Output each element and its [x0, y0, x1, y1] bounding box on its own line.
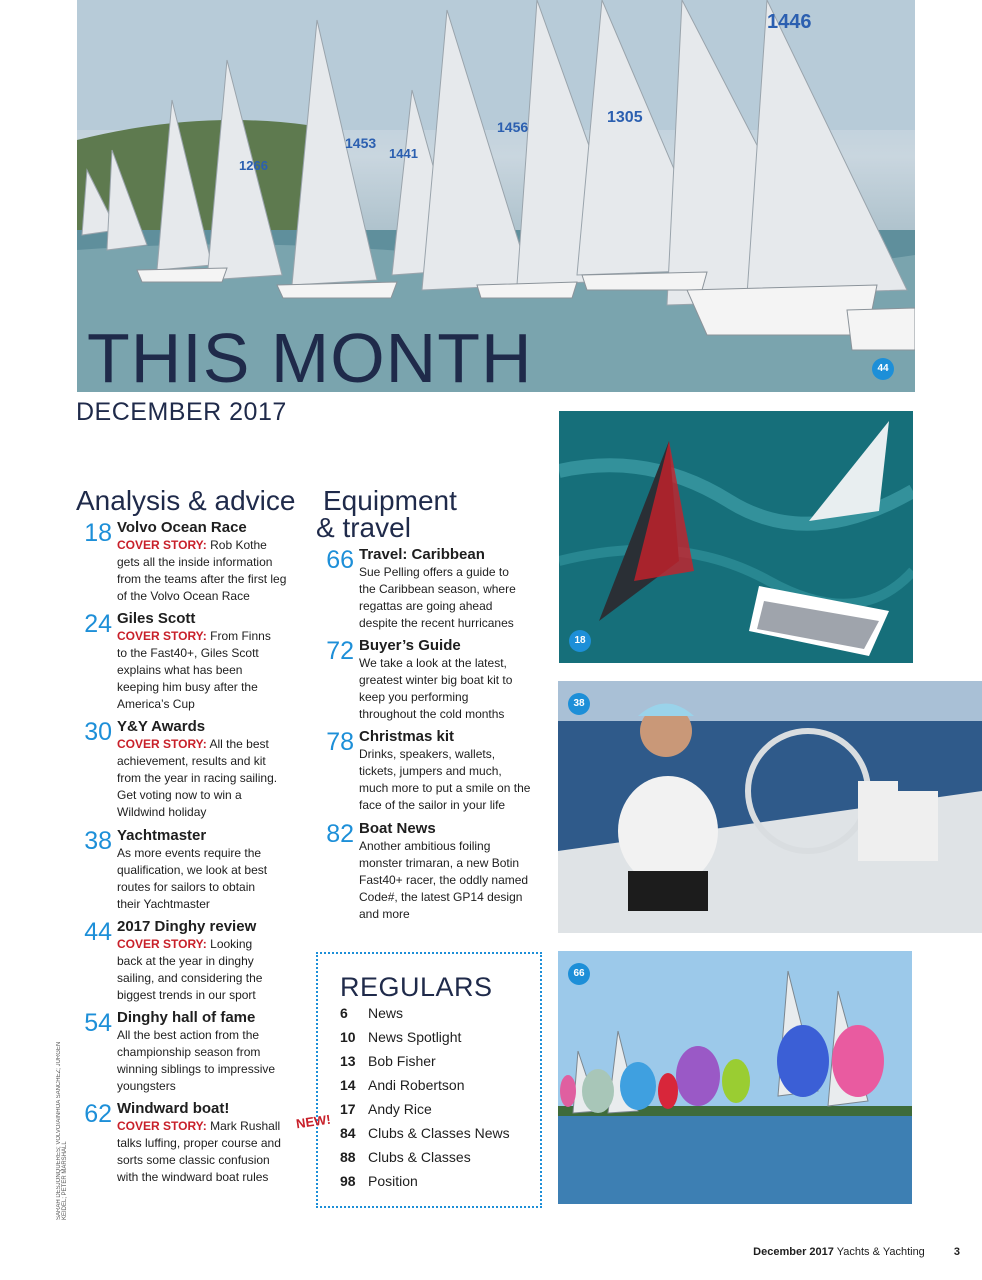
photo-yachtmaster-helm [558, 681, 982, 933]
issue-date: DECEMBER 2017 [76, 398, 287, 426]
page-badge[interactable]: 18 [569, 630, 591, 652]
entry-body [117, 1118, 292, 1186]
regular-item[interactable] [340, 1076, 465, 1094]
regular-item[interactable] [340, 1124, 510, 1142]
section-heading-equipment: Equipment [323, 485, 457, 516]
cover-story-label: COVER STORY: [117, 629, 207, 643]
cover-story-label: COVER STORY: [117, 538, 207, 552]
regular-page-number: 6 [340, 1005, 348, 1021]
entry-page-number[interactable]: 66 [326, 546, 354, 574]
sail-number-1453: 1453 [345, 135, 377, 151]
regular-page-number: 13 [340, 1053, 356, 1069]
regular-label: Position [368, 1173, 418, 1189]
regular-item[interactable] [340, 1172, 418, 1190]
entry-title[interactable]: Y&Y Awards [117, 718, 206, 735]
entry-description: All the best achievement, results and kit from the year in racing sailing. Get voting now to win a Wildwind holiday [117, 737, 278, 819]
entry-description: Looking back at the year in dinghy sailing, and considering the biggest trends in our sport [117, 937, 263, 1002]
cover-story-label: COVER STORY: [117, 737, 207, 751]
entry-page-number[interactable]: 18 [84, 519, 112, 547]
entry-description: Mark Rushall talks luffing, proper course and sorts some classic confusion with the windward boat rules [117, 1119, 281, 1184]
regular-page-number: 84 [340, 1125, 356, 1141]
entry-body [117, 845, 277, 913]
regular-label: Andy Rice [368, 1101, 432, 1117]
new-label: NEW! [295, 1111, 332, 1132]
entry-page-number[interactable]: 24 [84, 610, 112, 638]
sail-number-1305: 1305 [607, 109, 643, 126]
regular-page-number: 88 [340, 1149, 356, 1165]
photo-credits: SARAH DESJONQUERES; VOLVO/AINHOA SANCHEZ; JURGEN KEIDEL; PETER MARSHALL [56, 1041, 68, 1220]
entry-body [117, 936, 277, 1004]
footer-magazine: Yachts & Yachting [836, 1246, 925, 1258]
sail-number-1441: 1441 [389, 146, 418, 161]
entry-title[interactable]: Boat News [359, 820, 436, 837]
entry-description: We take a look at the latest, greatest winter big boat kit to keep you performing throughout the cold months [359, 656, 513, 721]
entry-page-number[interactable]: 38 [84, 827, 112, 855]
regulars-heading: REGULARS [340, 972, 493, 1002]
regular-item[interactable] [340, 1100, 432, 1118]
entry-description: Sue Pelling offers a guide to the Caribbean season, where regattas are going ahead despite the recent hurricanes [359, 565, 516, 630]
entry-title[interactable]: Giles Scott [117, 610, 196, 627]
entry-page-number[interactable]: 44 [84, 918, 112, 946]
entry-page-number[interactable]: 54 [84, 1009, 112, 1037]
regular-label: Bob Fisher [368, 1053, 436, 1069]
regular-page-number: 98 [340, 1173, 356, 1189]
section-heading-analysis: Analysis & advice [76, 485, 296, 516]
regular-page-number: 17 [340, 1101, 356, 1117]
entry-title[interactable]: Travel: Caribbean [359, 546, 485, 563]
footer-page-number: 3 [953, 1246, 960, 1258]
photo-volvo-race-aerial [559, 411, 913, 663]
entry-page-number[interactable]: 78 [326, 728, 354, 756]
entry-body [117, 736, 279, 821]
entry-page-number[interactable]: 30 [84, 718, 112, 746]
entry-body [117, 628, 277, 713]
helm-scene-illustration [558, 681, 982, 933]
entry-title[interactable]: Buyer’s Guide [359, 637, 461, 654]
entry-title[interactable]: Yachtmaster [117, 827, 207, 844]
page-title: THIS MONTH [87, 319, 533, 392]
entry-title[interactable]: Windward boat! [117, 1100, 230, 1117]
regatta-illustration [558, 951, 912, 1204]
regulars-box [316, 952, 542, 1208]
entry-description: All the best action from the championship season from winning siblings to impressive youngsters [117, 1028, 276, 1093]
aerial-race-illustration [559, 411, 913, 663]
section-heading-travel: & travel [316, 512, 411, 543]
regular-item[interactable] [340, 1004, 403, 1022]
regular-page-number: 10 [340, 1029, 356, 1045]
entry-page-number[interactable]: 72 [326, 637, 354, 665]
entry-title[interactable]: 2017 Dinghy review [117, 918, 257, 935]
hero-photo [77, 0, 915, 392]
entry-description: Drinks, speakers, wallets, tickets, jumpers and much, much more to put a smile on the face of the sailor in your life [359, 747, 531, 812]
sail-number-1446: 1446 [767, 11, 812, 33]
entry-title[interactable]: Dinghy hall of fame [117, 1009, 256, 1026]
footer-date: December 2017 [753, 1246, 834, 1258]
photo-caribbean-regatta [558, 951, 912, 1204]
entry-description: Rob Kothe gets all the inside information from the teams after the first leg of the Volvo Ocean Race [117, 538, 287, 603]
cover-story-label: COVER STORY: [117, 937, 207, 951]
sail-number-1266: 1266 [239, 158, 268, 173]
regular-item[interactable] [340, 1028, 461, 1046]
entry-body [117, 1027, 277, 1095]
page-footer [753, 1246, 960, 1258]
page-badge-hero[interactable]: 44 [872, 358, 894, 380]
regular-item[interactable] [340, 1148, 471, 1166]
entry-description: Another ambitious foiling monster trimaran, a new Botin Fast40+ racer, the oddly named Code#, the latest GP14 design and more [359, 839, 529, 921]
regular-item[interactable] [340, 1052, 436, 1070]
regular-label: Clubs & Classes [368, 1149, 471, 1165]
entry-description: From Finns to the Fast40+, Giles Scott explains what has been keeping him busy after the America’s Cup [117, 629, 271, 711]
entry-body [117, 537, 287, 605]
sail-number-1456: 1456 [497, 119, 529, 135]
entry-description: As more events require the qualification, we look at best routes for sailors to obtain their Yachtmaster [117, 846, 268, 911]
regular-label: News [368, 1005, 404, 1021]
regular-label: News Spotlight [368, 1029, 462, 1045]
entry-title[interactable]: Christmas kit [359, 728, 455, 745]
entry-page-number[interactable]: 82 [326, 820, 354, 848]
page-badge[interactable]: 38 [568, 693, 590, 715]
entry-page-number[interactable]: 62 [84, 1100, 112, 1128]
entry-title[interactable]: Volvo Ocean Race [117, 519, 247, 536]
regular-page-number: 14 [340, 1077, 356, 1093]
regular-label: Andi Robertson [368, 1077, 465, 1093]
cover-story-label: COVER STORY: [117, 1119, 207, 1133]
page-badge[interactable]: 66 [568, 963, 590, 985]
regular-label: Clubs & Classes News [368, 1125, 510, 1141]
